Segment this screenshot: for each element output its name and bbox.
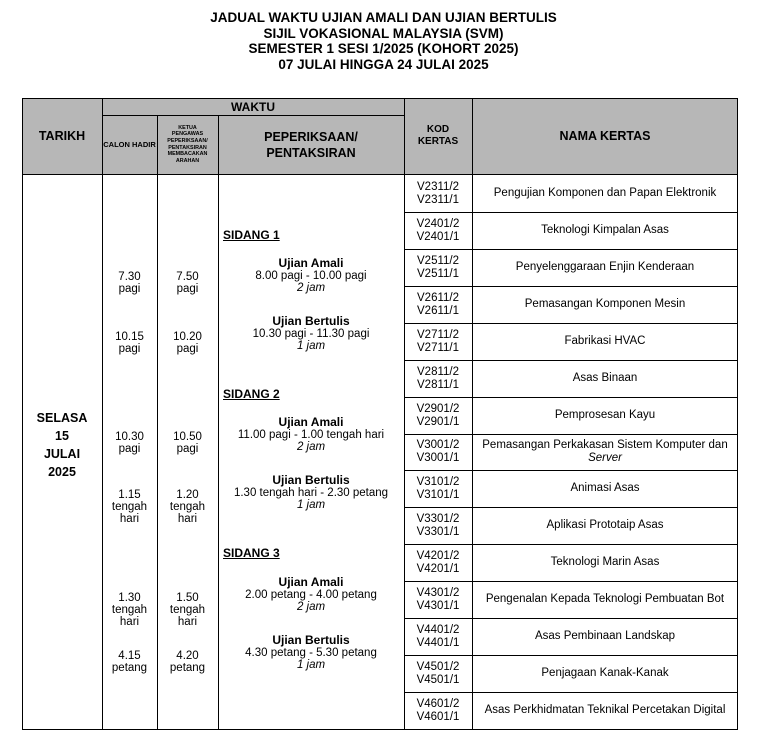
kod-kertas-amali: V4601/2 — [416, 697, 460, 710]
kod-kertas-cell — [404, 175, 472, 212]
column-header-kod-kertas: KOD KERTAS — [417, 124, 459, 147]
nama-kertas-text: Teknologi Kimpalan Asas — [541, 224, 669, 236]
column-header-ketua-pengawas: KETUA PENGAWAS PEPERIKSAAN/ PENTAKSIRAN MEMBACAKAN ARAHAN — [167, 124, 208, 164]
column-header-peperiksaan: PEPERIKSAAN/ PENTAKSIRAN — [264, 129, 358, 160]
nama-kertas-cell — [472, 618, 738, 655]
divider — [102, 98, 103, 730]
nama-kertas-cell — [472, 323, 738, 360]
exam-duration: 1 jam — [296, 659, 326, 671]
exam-time: 2.00 petang - 4.00 petang — [245, 588, 377, 601]
exam-label: Ujian Bertulis — [272, 473, 350, 487]
nama-kertas-cell — [472, 175, 738, 212]
title-line-1: JADUAL WAKTU UJIAN AMALI DAN UJIAN BERTULIS — [210, 10, 557, 25]
nama-kertas-cell — [472, 470, 738, 507]
nama-kertas-cell — [472, 360, 738, 397]
kod-kertas-bertulis: V4201/1 — [416, 562, 460, 575]
exam-time: 11.00 pagi - 1.00 tengah hari — [237, 428, 385, 441]
ketua-pengawas-time: 1.20 tengah hari — [169, 489, 206, 525]
kod-kertas-amali: V2901/2 — [416, 402, 460, 415]
kod-kertas-cell — [404, 286, 472, 323]
nama-kertas-cell — [472, 692, 738, 729]
kod-kertas-cell — [404, 581, 472, 618]
kod-kertas-amali: V4201/2 — [416, 549, 460, 562]
nama-kertas-text: Asas Perkhidmatan Teknikal Percetakan Digital — [484, 704, 726, 716]
nama-kertas-cell — [472, 286, 738, 323]
exam-label: Ujian Bertulis — [272, 633, 350, 647]
document-title — [0, 10, 767, 72]
date-day: SELASA — [36, 411, 88, 425]
exam-label: Ujian Amali — [278, 415, 344, 429]
kod-kertas-bertulis: V3301/1 — [416, 525, 460, 538]
session-title: SIDANG 3 — [223, 546, 280, 560]
divider — [157, 115, 158, 730]
calon-hadir-time: 1.15 tengah hari — [111, 489, 148, 525]
nama-kertas-cell — [472, 581, 738, 618]
exam-duration: 1 jam — [296, 340, 326, 352]
nama-kertas-text: Pemprosesan Kayu — [554, 409, 656, 421]
calon-hadir-time: 10.30 pagi — [115, 431, 144, 455]
kod-kertas-cell — [404, 249, 472, 286]
calon-hadir-time: 7.30 pagi — [118, 271, 141, 295]
nama-kertas-text: Fabrikasi HVAC — [564, 335, 646, 347]
kod-kertas-cell — [404, 692, 472, 729]
nama-kertas-text: Pemasangan Komponen Mesin — [524, 298, 686, 310]
exam-duration: 2 jam — [296, 601, 326, 613]
kod-kertas-cell — [404, 507, 472, 544]
session-title: SIDANG 1 — [223, 228, 280, 242]
kod-kertas-cell — [404, 655, 472, 692]
kod-kertas-bertulis: V2311/1 — [417, 193, 459, 206]
ketua-pengawas-time: 10.50 pagi — [173, 431, 202, 455]
exam-bertulis — [218, 315, 404, 353]
kod-kertas-bertulis: V2711/1 — [417, 341, 459, 354]
kod-kertas-amali: V4301/2 — [416, 586, 460, 599]
nama-kertas-cell — [472, 655, 738, 692]
kod-kertas-bertulis: V2611/1 — [417, 304, 459, 317]
kod-kertas-bertulis: V3101/1 — [416, 488, 460, 501]
ketua-pengawas-time: 10.20 pagi — [173, 331, 202, 355]
kod-kertas-bertulis: V2401/1 — [416, 230, 460, 243]
exam-duration: 2 jam — [296, 441, 326, 453]
exam-amali — [218, 257, 404, 295]
kod-kertas-amali: V3101/2 — [416, 475, 460, 488]
nama-kertas-cell — [472, 544, 738, 581]
kod-kertas-cell — [404, 470, 472, 507]
column-header-calon-hadir: CALON HADIR — [103, 140, 156, 149]
title-line-3: SEMESTER 1 SESI 1/2025 (KOHORT 2025) — [248, 41, 519, 56]
nama-kertas-text: Penjagaan Kanak-Kanak — [541, 667, 669, 679]
kod-kertas-cell — [404, 212, 472, 249]
title-line-4: 07 JULAI HINGGA 24 JULAI 2025 — [278, 56, 489, 72]
kod-kertas-bertulis: V4501/1 — [416, 673, 460, 686]
exam-time: 4.30 petang - 5.30 petang — [245, 646, 377, 659]
kod-kertas-bertulis: V4601/1 — [416, 710, 460, 723]
exam-duration: 1 jam — [296, 499, 326, 511]
nama-kertas-text: Pemasangan Perkakasan Sistem Komputer dan — [482, 439, 728, 451]
nama-kertas-text: Penyelenggaraan Enjin Kenderaan — [515, 261, 695, 273]
kod-kertas-cell — [404, 397, 472, 434]
date-month: JULAI — [43, 447, 81, 461]
kod-kertas-amali: V4501/2 — [416, 660, 460, 673]
exam-date — [22, 409, 102, 481]
kod-kertas-amali: V2611/2 — [417, 291, 459, 304]
kod-kertas-amali: V2711/2 — [417, 328, 459, 341]
kod-kertas-cell — [404, 360, 472, 397]
exam-label: Ujian Amali — [278, 256, 344, 270]
ketua-pengawas-time: 4.20 petang — [169, 650, 206, 674]
nama-kertas-text: Pengujian Komponen dan Papan Elektronik — [493, 187, 717, 199]
kod-kertas-amali: V2811/2 — [417, 365, 459, 378]
nama-kertas-text: Asas Binaan — [572, 372, 638, 384]
calon-hadir-time: 4.15 petang — [111, 650, 148, 674]
session-title: SIDANG 2 — [223, 387, 280, 401]
column-header-tarikh: TARIKH — [38, 129, 86, 143]
kod-kertas-amali: V3301/2 — [416, 512, 460, 525]
nama-kertas-cell — [472, 212, 738, 249]
exam-amali — [218, 416, 404, 454]
exam-time: 10.30 pagi - 11.30 pagi — [252, 327, 370, 340]
nama-kertas-cell — [472, 434, 738, 470]
column-header-waktu: WAKTU — [231, 99, 275, 114]
kod-kertas-bertulis: V4301/1 — [416, 599, 460, 612]
date-number: 15 — [55, 429, 69, 443]
kod-kertas-cell — [404, 544, 472, 581]
exam-amali — [218, 576, 404, 614]
nama-kertas-text: Asas Pembinaan Landskap — [534, 630, 675, 642]
kod-kertas-amali: V4401/2 — [416, 623, 460, 636]
kod-kertas-amali: V3001/2 — [416, 439, 460, 451]
kod-kertas-amali: V2511/2 — [417, 254, 459, 267]
exam-duration: 2 jam — [296, 282, 326, 294]
title-line-2: SIJIL VOKASIONAL MALAYSIA (SVM) — [263, 25, 504, 41]
kod-kertas-amali: V2401/2 — [416, 217, 460, 230]
exam-bertulis — [218, 634, 404, 672]
nama-kertas-cell — [472, 397, 738, 434]
nama-kertas-text: Aplikasi Prototaip Asas — [546, 519, 664, 531]
kod-kertas-bertulis: V2811/1 — [417, 378, 459, 391]
exam-time: 1.30 tengah hari - 2.30 petang — [233, 486, 389, 499]
nama-kertas-cell — [472, 507, 738, 544]
kod-kertas-amali: V2311/2 — [417, 180, 459, 193]
exam-time: 8.00 pagi - 10.00 pagi — [255, 269, 367, 282]
nama-kertas-cell — [472, 249, 738, 286]
exam-label: Ujian Bertulis — [272, 314, 350, 328]
nama-kertas-text: Pengenalan Kepada Teknologi Pembuatan Bot — [485, 593, 725, 605]
kod-kertas-bertulis: V2901/1 — [416, 415, 460, 428]
calon-hadir-time: 1.30 tengah hari — [111, 592, 148, 628]
ketua-pengawas-time: 1.50 tengah hari — [169, 592, 206, 628]
calon-hadir-time: 10.15 pagi — [115, 331, 144, 355]
exam-label: Ujian Amali — [278, 575, 344, 589]
nama-kertas-text: Teknologi Marin Asas — [550, 556, 660, 568]
kod-kertas-bertulis: V3001/1 — [416, 452, 460, 464]
ketua-pengawas-time: 7.50 pagi — [176, 271, 199, 295]
kod-kertas-bertulis: V4401/1 — [416, 636, 460, 649]
kod-kertas-cell — [404, 323, 472, 360]
kod-kertas-bertulis: V2511/1 — [417, 267, 459, 280]
nama-kertas-italic: Server — [588, 452, 622, 464]
nama-kertas-text: Animasi Asas — [570, 482, 640, 494]
date-year: 2025 — [48, 465, 76, 479]
column-header-nama-kertas: NAMA KERTAS — [559, 129, 651, 143]
kod-kertas-cell — [404, 618, 472, 655]
exam-bertulis — [218, 474, 404, 512]
kod-kertas-cell — [404, 434, 472, 470]
